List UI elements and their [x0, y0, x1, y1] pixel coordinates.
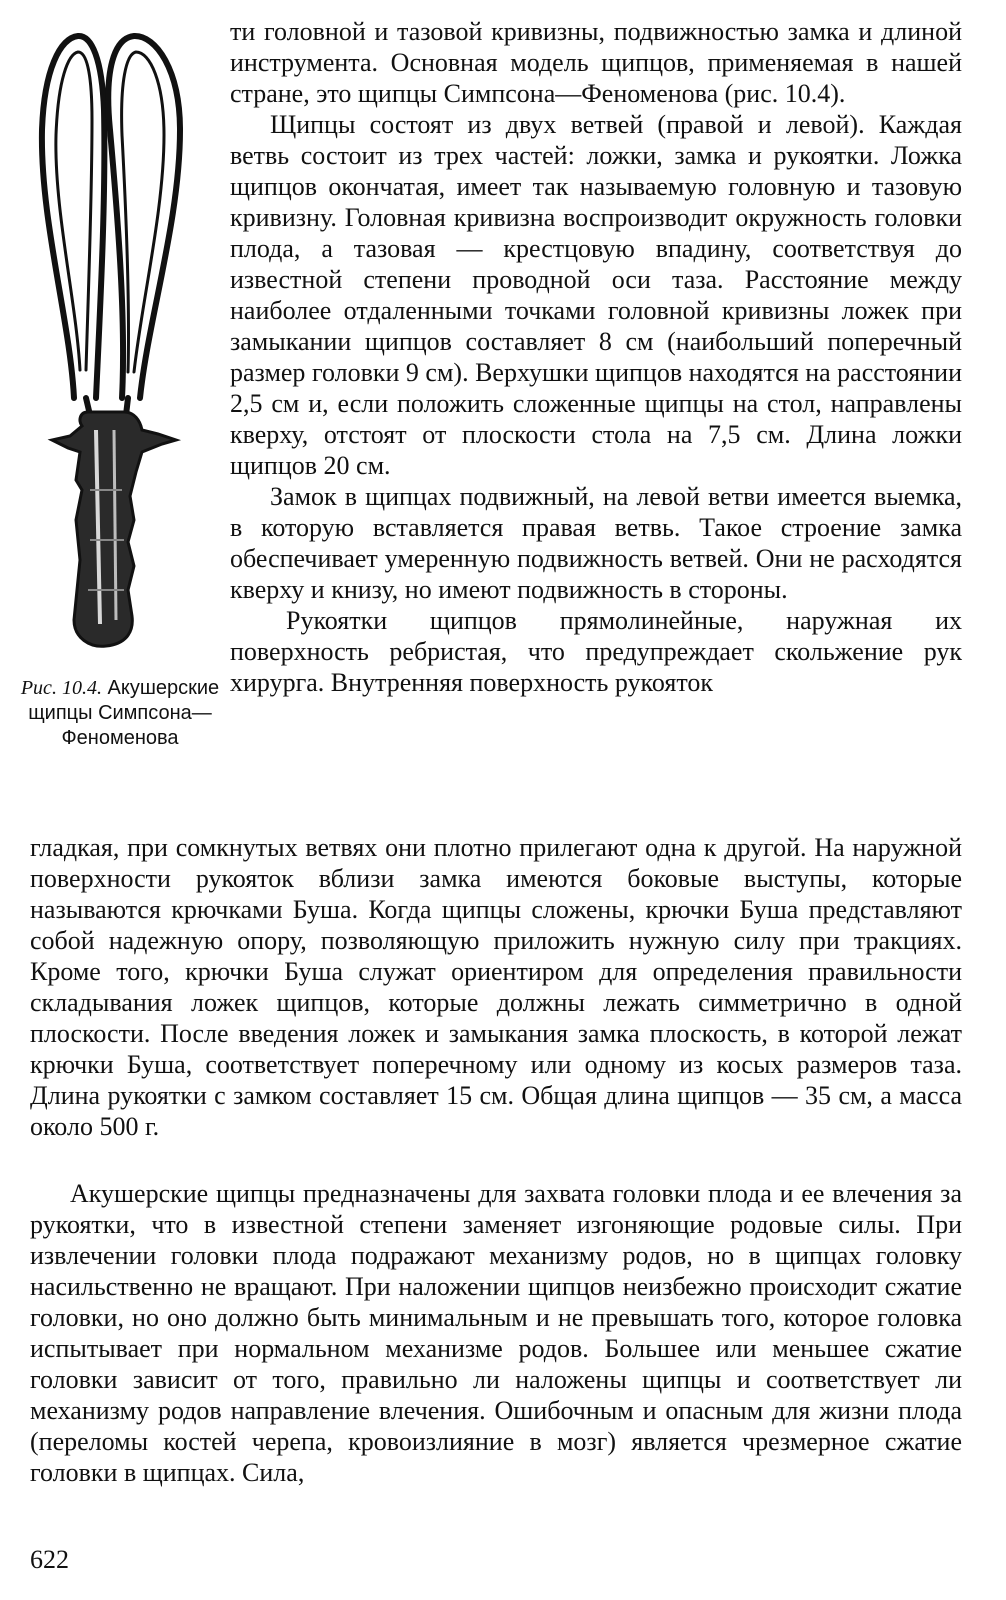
text-full-width-2 [30, 1178, 962, 1488]
figure-caption-text: Акушерские щипцы Симпсона—Феноменова [28, 677, 220, 749]
obstetric-forceps-illustration [30, 20, 210, 660]
text-column-right [230, 16, 962, 698]
paragraph-3: Замок в щипцах подвижный, на левой ветви имеется выемка, в которую вставляется правая ветвь. Такое строение замка обеспечивает умеренную подвижность ветвей. Они не расходятся кверху и книзу, но имеют подвижность в стороны. [230, 482, 962, 604]
paragraph-2: Щипцы состоят из двух ветвей (правой и левой). Каждая ветвь состоит из трех частей: ложки, замка и рукоятки. Ложка щипцов окончатая, имеет так называемую головную и тазовую кривизну. Головная кривизна воспроизводит окружность головки плода, а тазовая — крестцовую впадину, соответствуя до известной степени проводной оси таза. Расстояние между наиболее отдаленными точками головной кривизны ложек при замыкании щипцов составляет 8 см (наибольший поперечный размер головки 9 см). Верхушки щипцов находятся на расстоянии 2,5 см и, если положить сложенные щипцы на стол, направлены кверху, отстоят от плоскости стола на 7,5 см. Длина ложки щипцов 20 см. [230, 110, 962, 480]
figure-number: Рис. 10.4. [20, 677, 102, 699]
paragraph-4-continuation: гладкая, при сомкнутых ветвях они плотно прилегают одна к другой. На наружной поверхности рукояток вблизи замка имеются боковые выступы, которые называются крючками Буша. Когда щипцы сложены, крючки Буша представляют собой надежную опору, позволяющую приложить нужную силу при тракциях. Кроме того, крючки Буша служат ориентиром для определения правильности складывания ложек щипцов, которые должны лежать симметрично в одной плоскости. После введения ложек и замыкания замка плоскость, в которой лежат крючки Буша, соответствует поперечному или одному из косых размеров таза. Длина рукоятки с замком составляет 15 см. Общая длина щипцов — 35 см, а масса около 500 г. [30, 833, 962, 1141]
text-full-width-1 [30, 832, 962, 1142]
figure-caption [20, 676, 220, 751]
paragraph-5: Акушерские щипцы предназначены для захвата головки плода и ее влечения за рукоятки, что в известной степени заменяет изгоняющие родовые силы. При извлечении головки плода подражают механизму родов, но в щипцах головку насильственно не вращают. При наложении щипцов неизбежно происходит сжатие головки, но оно должно быть минимальным и не превышать того, которое головка испытывает при нормальном механизме родов. Большее или меньшее сжатие головки зависит от того, правильно ли наложены щипцы и соответствует ли механизму родов направление влечения. Ошибочным и опасным для жизни плода (переломы костей черепа, кровоизлияние в мозг) является чрезмерное сжатие головки в щипцах. Сила, [30, 1179, 962, 1487]
forceps-icon [30, 20, 210, 660]
page-number: 622 [30, 1545, 69, 1574]
paragraph-1: ти головной и тазовой кривизны, подвижностью замка и длиной инструмента. Основная модель щипцов, применяемая в нашей стране, это щипцы Симпсона—Феноменова (рис. 10.4). [230, 17, 962, 108]
paragraph-4-start: Рукоятки щипцов прямолинейные, наружная их поверхность ребристая, что предупреждает скольжение рук хирурга. Внутренняя поверхность рукояток [230, 606, 962, 697]
